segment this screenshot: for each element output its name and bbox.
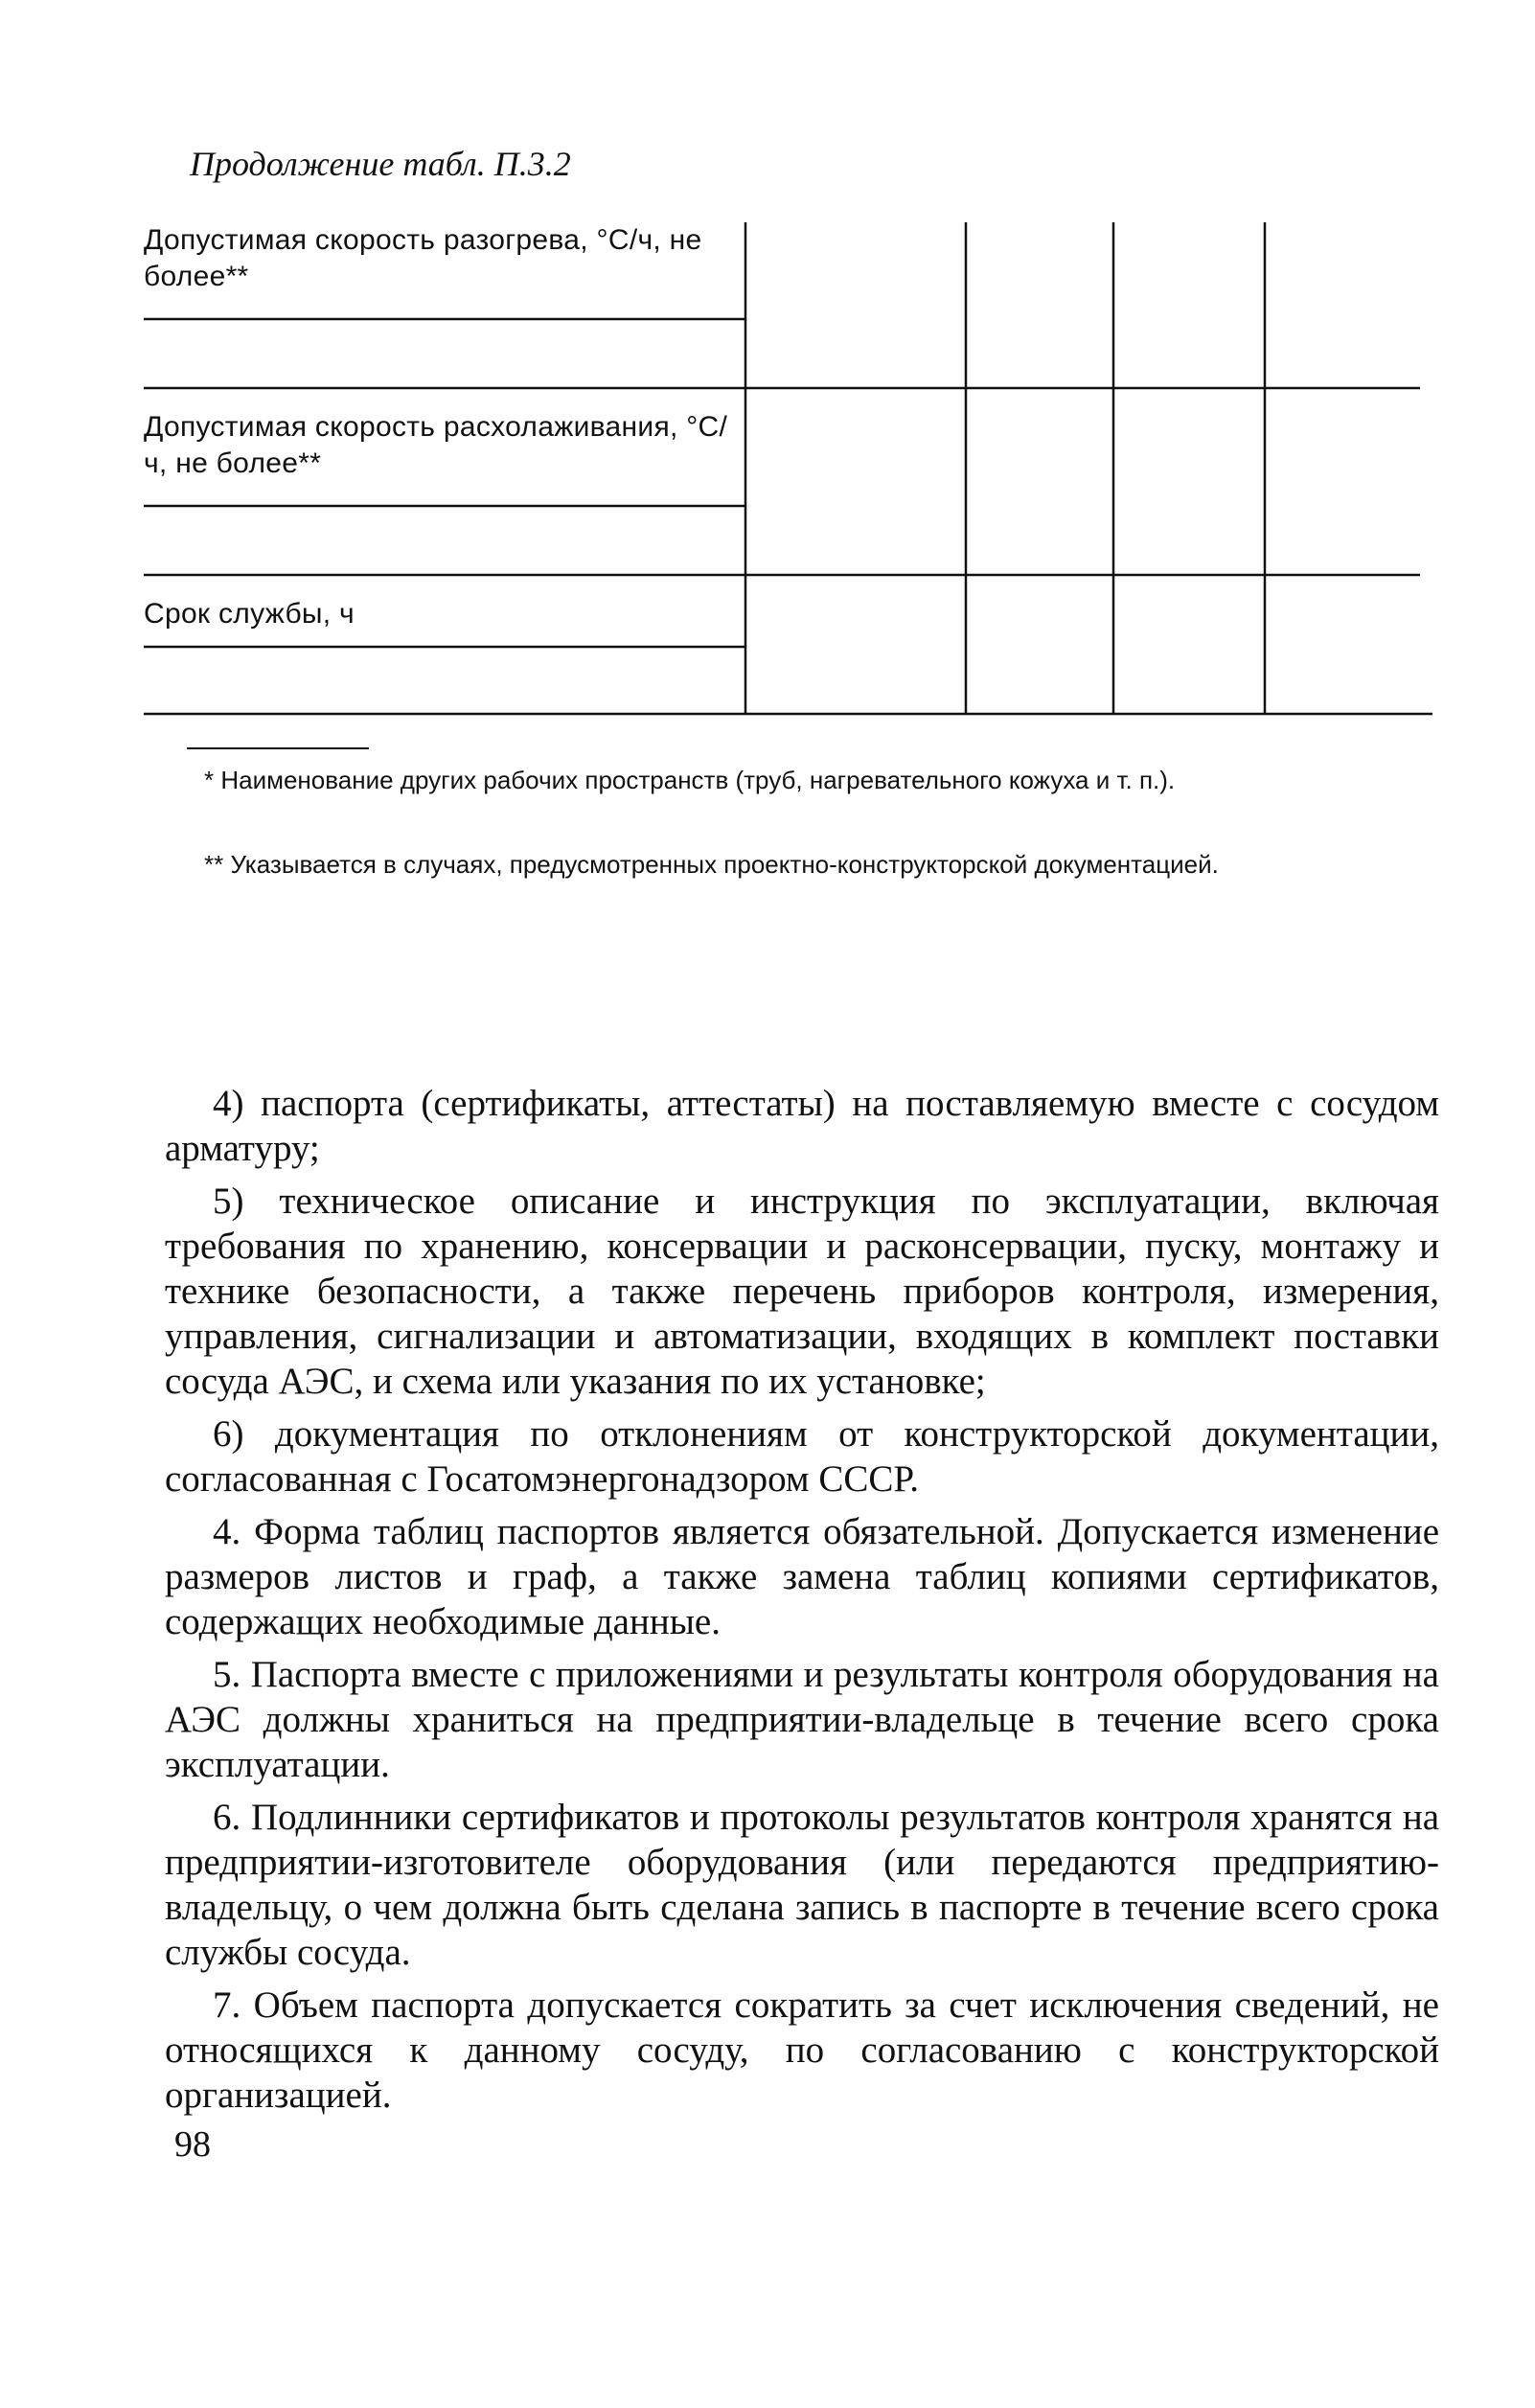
table-row-label: Допустимая скорость расхолаживания, °С/ч, не более** [144, 411, 728, 479]
table-caption: Продолжение табл. П.3.2 [190, 145, 571, 183]
paragraph: 6. Подлинники сертификатов и протоколы результатов контроля хранятся на предприятии-изготовителе оборудования (или передаются предприятию-владельцу, о чем должна быть сделана запись в паспорте в течение всего срока службы сосуда. [165, 1797, 1439, 1973]
paragraph: 7. Объем паспорта допускается сократить за счет исключения сведений, не относящихся к данному сосуду, по согласованию с конструкторской организацией. [165, 1984, 1439, 2116]
paragraph: 4) паспорта (сертификаты, аттестаты) на поставляемую вместе с сосудом арматуру; [165, 1083, 1439, 1169]
table-row-label: Срок службы, ч [144, 598, 355, 630]
paragraph: 4. Форма таблиц паспортов является обязательной. Допускается изменение размеров листов и граф, а также замена таблиц копиями сертификатов, содержащих необходимые данные. [165, 1511, 1439, 1642]
table-grid [0, 0, 1535, 767]
paragraph: 5) техническое описание и инструкция по эксплуатации, включая требования по хранению, консервации и расконсервации, пуску, монтажу и технике безопасности, а также перечень приборов контроля, измерения, управления, сигнализации и автоматизации, входящих в комплект поставки сосуда АЭС, и схема или указания по их установке; [165, 1181, 1439, 1402]
footnote: * Наименование других рабочих пространств (труб, нагревательного кожуха и т. п.). [204, 766, 1176, 794]
paragraph: 6) документация по отклонениям от конструкторской документации, согласованная с Госатомэнергонадзором СССР. [165, 1413, 1439, 1500]
paragraph: 5. Паспорта вместе с приложениями и результаты контроля оборудования на АЭС должны храниться на предприятии-владельце в течение всего срока эксплуатации. [165, 1654, 1439, 1785]
table-row-label: Допустимая скорость разогрева, °С/ч, не более** [144, 224, 702, 292]
footnote-rule [187, 747, 369, 749]
page-number: 98 [174, 2124, 211, 2165]
body-text [165, 1081, 1439, 2125]
footnote: ** Указывается в случаях, предусмотренных проектно-конструкторской документацией. [204, 850, 1219, 879]
